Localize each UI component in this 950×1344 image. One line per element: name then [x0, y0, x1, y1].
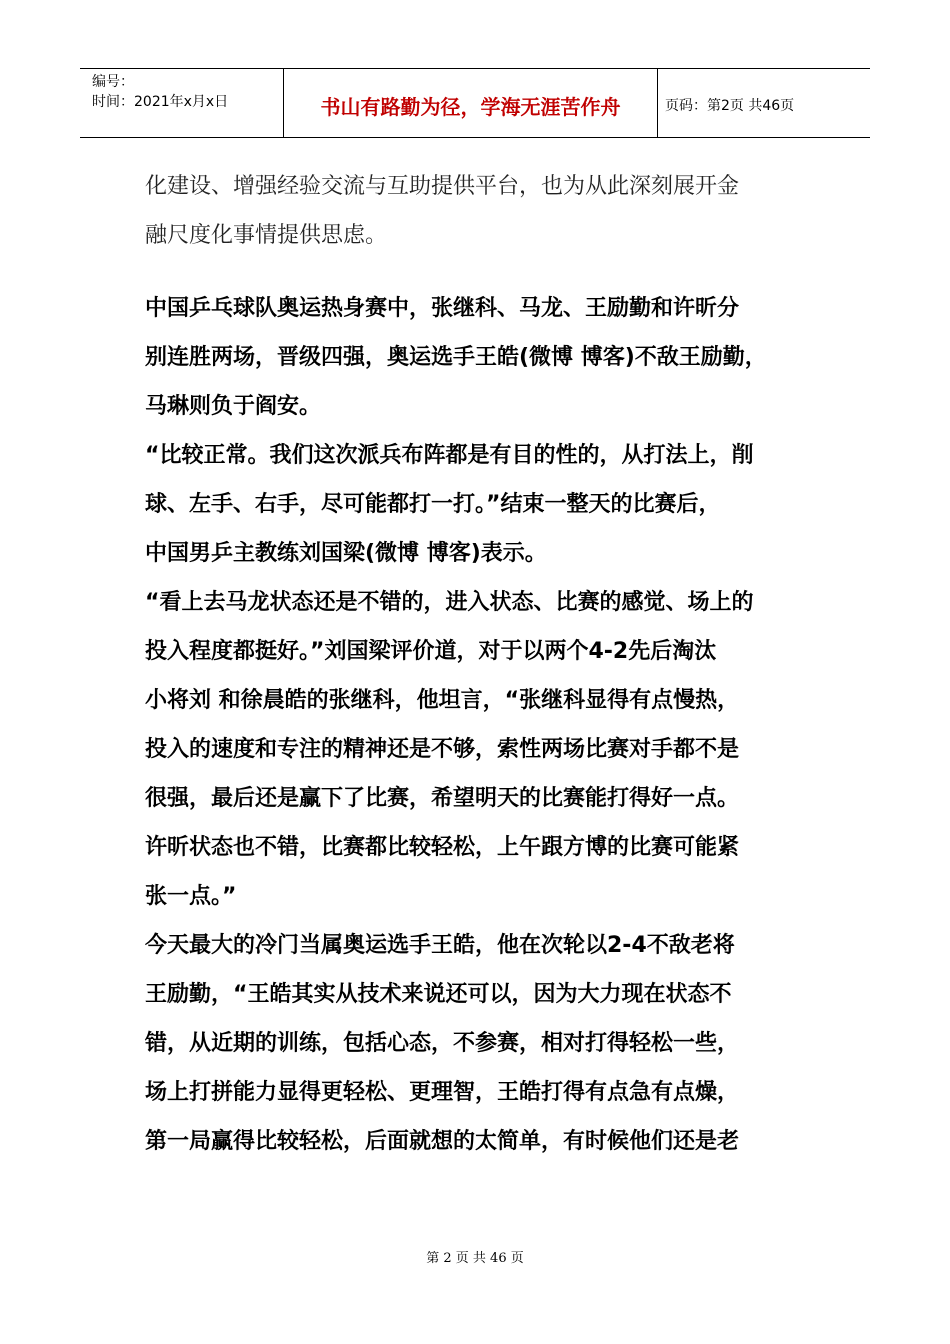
header-motto-cell	[283, 69, 658, 137]
text-line: 王励勤，“王皓其实从技术来说还可以，因为大力现在状态不	[145, 982, 732, 1007]
text-line: 别连胜两场，晋级四强，奥运选手王皓(微博 博客)不敌王励勤，	[145, 345, 767, 370]
text-line: “比较正常。我们这次派兵布阵都是有目的性的，从打法上，削	[145, 443, 754, 468]
page-footer: 第 2 页 共 46 页	[426, 1251, 524, 1266]
text-line: 很强，最后还是赢下了比赛，希望明天的比赛能打得好一点。	[145, 786, 740, 811]
document-header	[80, 68, 870, 138]
text-line: 小将刘 和徐晨皓的张继科，他坦言，“张继科显得有点慢热，	[145, 688, 740, 713]
paragraph-gap	[145, 260, 815, 284]
text-line: 投入程度都挺好。”刘国梁评价道，对于以两个4-2先后淘汰	[145, 639, 717, 664]
article-text	[145, 284, 815, 1166]
text-line: 中国男乒主教练刘国梁(微博 博客)表示。	[145, 541, 547, 566]
header-motto: 书山有路勤为径，学海无涯苦作舟	[320, 95, 621, 119]
header-page-cell	[657, 69, 870, 137]
document-body	[145, 162, 815, 1166]
text-line: 马琳则负于阎安。	[145, 394, 322, 419]
intro-paragraph	[145, 162, 815, 260]
document-time-label: 时间：2021年x月x日	[92, 94, 229, 110]
text-line: “看上去马龙状态还是不错的，进入状态、比赛的感觉、场上的	[145, 590, 754, 615]
text-line: 融尺度化事情提供思虑。	[145, 223, 388, 248]
text-line: 第一局赢得比较轻松，后面就想的太简单，有时候他们还是老	[145, 1129, 740, 1154]
text-line: 场上打拼能力显得更轻松、更理智，王皓打得有点急有点燥，	[145, 1080, 740, 1105]
text-line: 张一点。”	[145, 884, 237, 909]
text-line: 投入的速度和专注的精神还是不够，索性两场比赛对手都不是	[145, 737, 740, 762]
text-line: 许昕状态也不错，比赛都比较轻松，上午跟方博的比赛可能紧	[145, 835, 740, 860]
text-line: 中国乒乓球队奥运热身赛中，张继科、马龙、王励勤和许昕分	[145, 296, 740, 321]
document-number-label: 编号：	[92, 74, 134, 90]
text-line: 球、左手、右手，尽可能都打一打。”结束一整天的比赛后，	[145, 492, 721, 517]
header-page-number: 页码：第2页 共46页	[665, 98, 795, 114]
text-line: 错，从近期的训练，包括心态，不参赛，相对打得轻松一些，	[145, 1031, 740, 1056]
text-line: 今天最大的冷门当属奥运选手王皓，他在次轮以2-4不敌老将	[145, 933, 735, 958]
header-info-cell	[80, 69, 283, 137]
text-line: 化建设、增强经验交流与互助提供平台，也为从此深刻展开金	[145, 174, 740, 199]
